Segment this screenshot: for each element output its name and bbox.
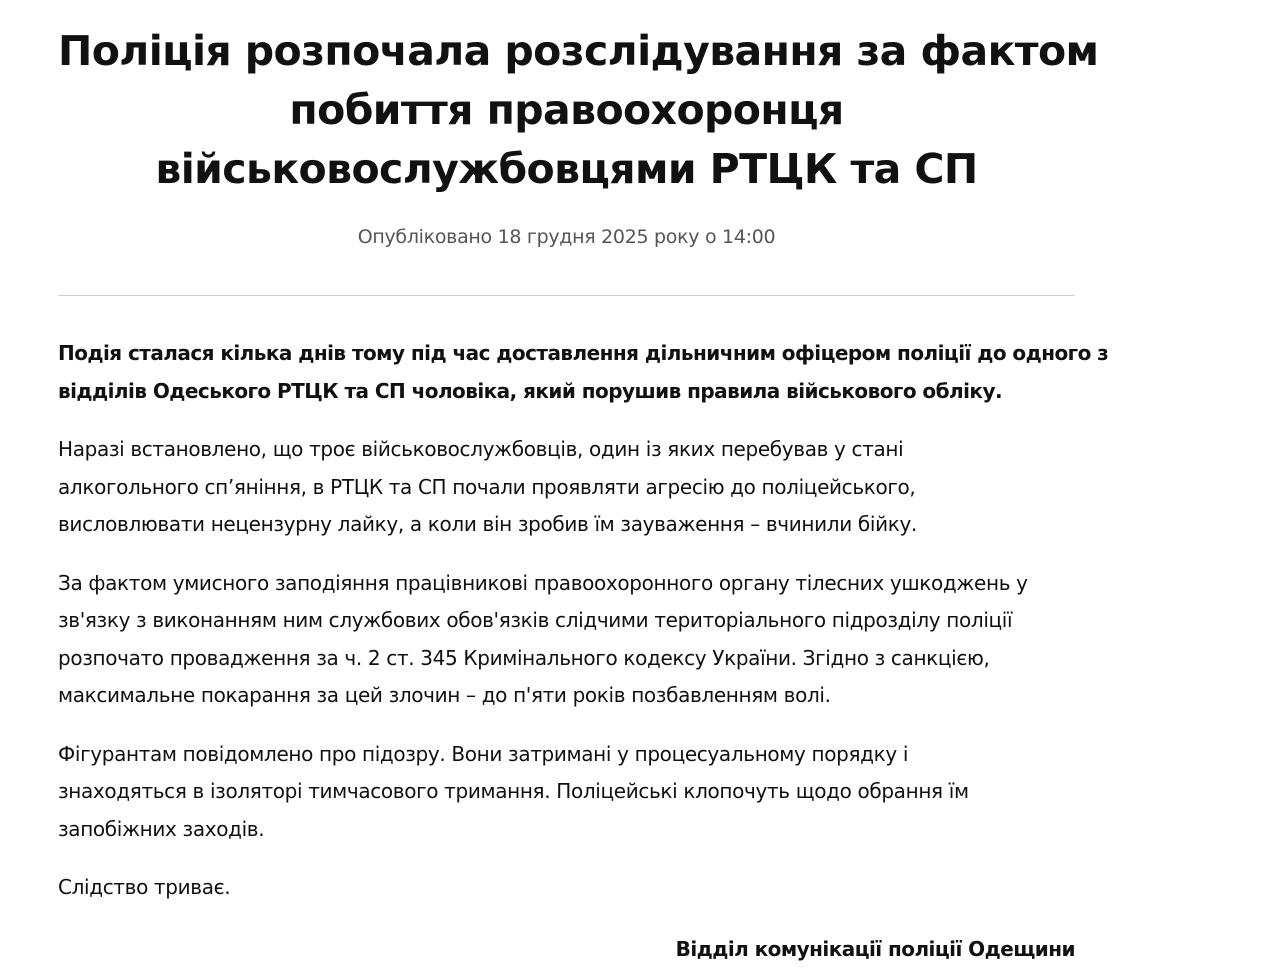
paragraph-line: знаходяться в ізоляторі тимчасового тримання. Поліцейські клопочуть щодо обрання їм xyxy=(58,779,969,803)
paragraph-line: За фактом умисного заподіяння працівникові правоохоронного органу тілесних ушкоджень у xyxy=(58,570,1028,595)
paragraph-line: Наразі встановлено, що троє військовослужбовців, один із яких перебував у стані xyxy=(58,437,904,461)
article-body xyxy=(58,335,1109,907)
paragraph-line: висловлювати нецензурну лайку, а коли він зробив їм зауваження – вчинили бійку. xyxy=(58,512,917,536)
lead-line: відділів Одеського РТЦК та СП чоловіка, який порушив правила військового обліку. xyxy=(58,378,1002,403)
paragraph-line: Слідство триває. xyxy=(58,875,231,899)
paragraph-line: максимальне покарання за цей злочин – до п'яти років позбавленням волі. xyxy=(58,683,831,707)
article-paragraph-2 xyxy=(58,565,1075,715)
article-paragraph-1 xyxy=(58,431,1075,544)
article-signature: Відділ комунікації поліції Одещини xyxy=(675,937,1075,961)
article-title-line: побиття правоохоронця xyxy=(289,86,844,134)
paragraph-line: розпочато провадження за ч. 2 ст. 345 Кримінального кодексу України. Згідно з санкцією, xyxy=(58,645,990,670)
paragraph-line: алкогольного сп’яніння, в РТЦК та СП почали проявляти агресію до поліцейського, xyxy=(58,474,916,499)
article-paragraph-4 xyxy=(58,869,1075,907)
paragraph-line: зв'язку з виконанням ним службових обов'язків слідчими територіального підрозділу поліції xyxy=(58,608,1013,632)
publication-date: Опубліковано 18 грудня 2025 року о 14:00 xyxy=(357,226,776,248)
article-lead xyxy=(58,335,1109,410)
news-article xyxy=(58,0,1109,928)
article-paragraph-3 xyxy=(58,736,1075,849)
article-title-line: Поліція розпочала розслідування за фактом xyxy=(58,27,1099,75)
paragraph-line: запобіжних заходів. xyxy=(58,816,265,841)
lead-line: Подія сталася кілька днів тому під час доставлення дільничним офіцером поліції до одного з xyxy=(58,341,1109,365)
article-title-line: військовослужбовцями РТЦК та СП xyxy=(155,145,978,193)
header-divider xyxy=(58,295,1075,296)
paragraph-line: Фігурантам повідомлено про підозру. Вони затримані у процесуальному порядку і xyxy=(58,741,909,766)
article-title xyxy=(58,22,1099,199)
